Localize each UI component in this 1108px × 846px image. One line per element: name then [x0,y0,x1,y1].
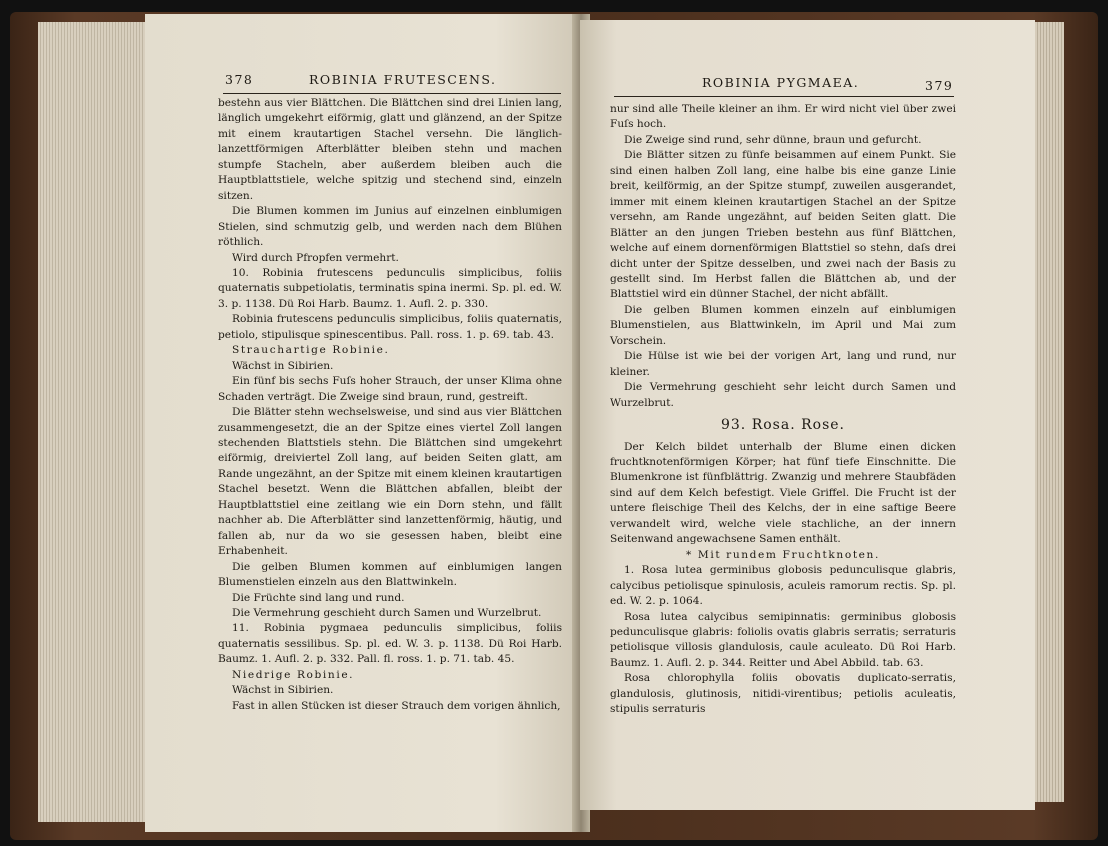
species-entry: 10. Robinia frutescens pedunculis simplicibus, foliis quaternatis subpetiolatis, terminatis spina inermi. Sp. pl. ed. W. 3. p. 1138. Dü Roi Harb. Baumz. 1. Aufl. 2. p. 330. [218,266,562,310]
common-name: Strauchartige Robinie. [232,344,390,357]
page-edges-right [1032,22,1064,802]
paragraph: Die Blätter sitzen zu fünfe beisammen auf einem Punkt. Sie sind einen halben Zoll lang, eine halbe bis eine ganze Linie breit, keilförmig, an der Spitze stumpf, zuweilen ausgerandet, immer mit einem kleinen krautartigen Stachel an der Spitze versehn, am Rande ungezähnt, auf beiden Seiten glatt. Die Blätter an den jungen Trieben bestehn aus fünf Blättchen, welche auf einem dornenförmigen Blattstiel so stehn, daſs drei dicht unter der Spitze desselben, und zwei nach der Basis zu gestellt sind. Im Herbst fallen die Blättchen ab, und der Blattstiel wird ein dünner Stachel, der nicht abfällt. [610,149,956,301]
page-number: 379 [925,78,954,93]
text-column [218,96,562,714]
page-number: 378 [225,72,254,87]
synonym: Robinia frutescens pedunculis simplicibus, foliis quaternatis, petiolo, stipulisque spinescentibus. Pall. ross. 1. p. 69. tab. 43. [218,313,562,341]
synonym: Rosa chlorophylla foliis obovatis duplicato-serratis, glandulosis, glutinosis, nitidi-virentibus; petiolis aculeatis, stipulis serraturis [610,672,956,716]
paragraph: nur sind alle Theile kleiner an ihm. Er wird nicht viel über zwei Fuſs hoch. [610,103,956,131]
paragraph: Fast in allen Stücken ist dieser Strauch dem vorigen ähnlich, [232,699,561,712]
paragraph: Die Vermehrung geschieht durch Samen und Wurzelbrut. [232,606,542,619]
paragraph: Die gelben Blumen kommen auf einblumigen langen Blumenstielen einzeln aus den Blattwinkeln. [218,560,562,589]
paragraph: Die Blätter stehn wechselsweise, und sind aus vier Blättchen zusammengesetzt, die an der Spitze eines viertel Zoll langen stechenden Blattstiels stehn. Die Blättchen sind umgekehrt eiförmig, dreiviertel Zoll lang, auf beiden Seiten glatt, am Rande ungezähnt, an der Spitze mit einem kleinen krautartigen Stachel besetzt. Wenn die Blättchen abfallen, bleibt der Hauptblattstiel eine zeitlang wie ein Dorn stehn, und fällt nachher ab. Die Afterblätter sind lanzettenförmig, häutig, und fallen ab, nur da wo sie gesessen haben, bleibt eine Erhabenheit. [218,406,562,558]
header-rule [223,93,561,94]
header-rule [614,96,954,97]
paragraph: Die Früchte sind lang und rund. [232,591,405,604]
section-heading: 93. Rosa. Rose. [720,417,845,434]
species-entry: 11. Robinia pygmaea pedunculis simplicibus, foliis quaternatis sessilibus. Sp. pl. ed. W. 3. p. 1138. Dü Roi Harb. Baumz. 1. Aufl. 2. p. 332. Pall. fl. ross. 1. p. 71. tab. 45. [218,622,562,666]
paragraph: Die Blumen kommen im Junius auf einzelnen einblumigen Stielen, sind schmutzig gelb, und werden nach dem Blühen röthlich. [218,205,562,249]
paragraph: Die Zweige sind rund, sehr dünne, braun und gefurcht. [624,133,922,146]
subsection-heading: * Mit rundem Fruchtknoten. [686,548,880,561]
paragraph: Ein fünf bis sechs Fuſs hoher Strauch, der unser Klima ohne Schaden verträgt. Die Zweige sind braun, rund, gestreift. [218,375,562,403]
paragraph: Die Hülse ist wie bei der vorigen Art, lang und rund, nur kleiner. [610,350,956,378]
paragraph: Die gelben Blumen kommen einzeln auf einblumigen Blumenstielen, aus Blattwinkeln, im April und Mai zum Vorschein. [610,303,956,347]
synonym: Rosa lutea calycibus semipinnatis: germinibus globosis pedunculisque glabris: foliolis ovatis glabris serratis; serraturis petiolisque villosis glandulosis, caule aculeato. Dü Roi Harb. Baumz. 1. Aufl. 2. p. 344. Reitter und Abel Abbild. tab. 63. [610,610,956,669]
paragraph: Wird durch Pfropfen vermehrt. [232,251,399,264]
paragraph: Die Vermehrung geschieht sehr leicht durch Samen und Wurzelbrut. [610,381,956,409]
left-page [145,14,582,832]
habitat: Wächst in Sibirien. [232,359,334,372]
text-column [610,102,956,718]
common-name: Niedrige Robinie. [232,668,355,681]
habitat: Wächst in Sibirien. [232,684,334,697]
running-head: ROBINIA FRUTESCENS. [309,72,497,87]
right-page [580,20,1035,810]
genus-description: Der Kelch bildet unterhalb der Blume einen dicken fruchtknotenförmigen Körper; hat fünf tiefe Einschnitte. Die Blumenkrone ist fünfblättrig. Zwanzig und mehrere Staubfäden sind auf dem Kelch befestigt. Viele Griffel. Die Frucht ist der untere fleischige Theil des Kelchs, der in eine saftige Beere verwandelt wird, welche viele stachliche, an der innern Seitenwand angewachsene Samen enthält. [610,440,956,546]
running-head: ROBINIA PYGMAEA. [702,75,860,90]
paragraph: bestehn aus vier Blättchen. Die Blättchen sind drei Linien lang, länglich umgekehrt eiförmig, glatt und glänzend, an der Spitze mit einem krautartigen Stachel versehn. Die länglich-lanzettförmigen Afterblätter bleiben stehn und machen stumpfe Stacheln, aber außerdem bleiben auch die Hauptblattstiele, welche spitzig und stechend sind, einzeln sitzen. [218,97,562,202]
species-entry: 1. Rosa lutea germinibus globosis pedunculisque glabris, calycibus petiolisque spinulosis, aculeis ramorum rectis. Sp. pl. ed. W. 2. p. 1064. [610,564,956,608]
page-edges-left [38,22,148,822]
